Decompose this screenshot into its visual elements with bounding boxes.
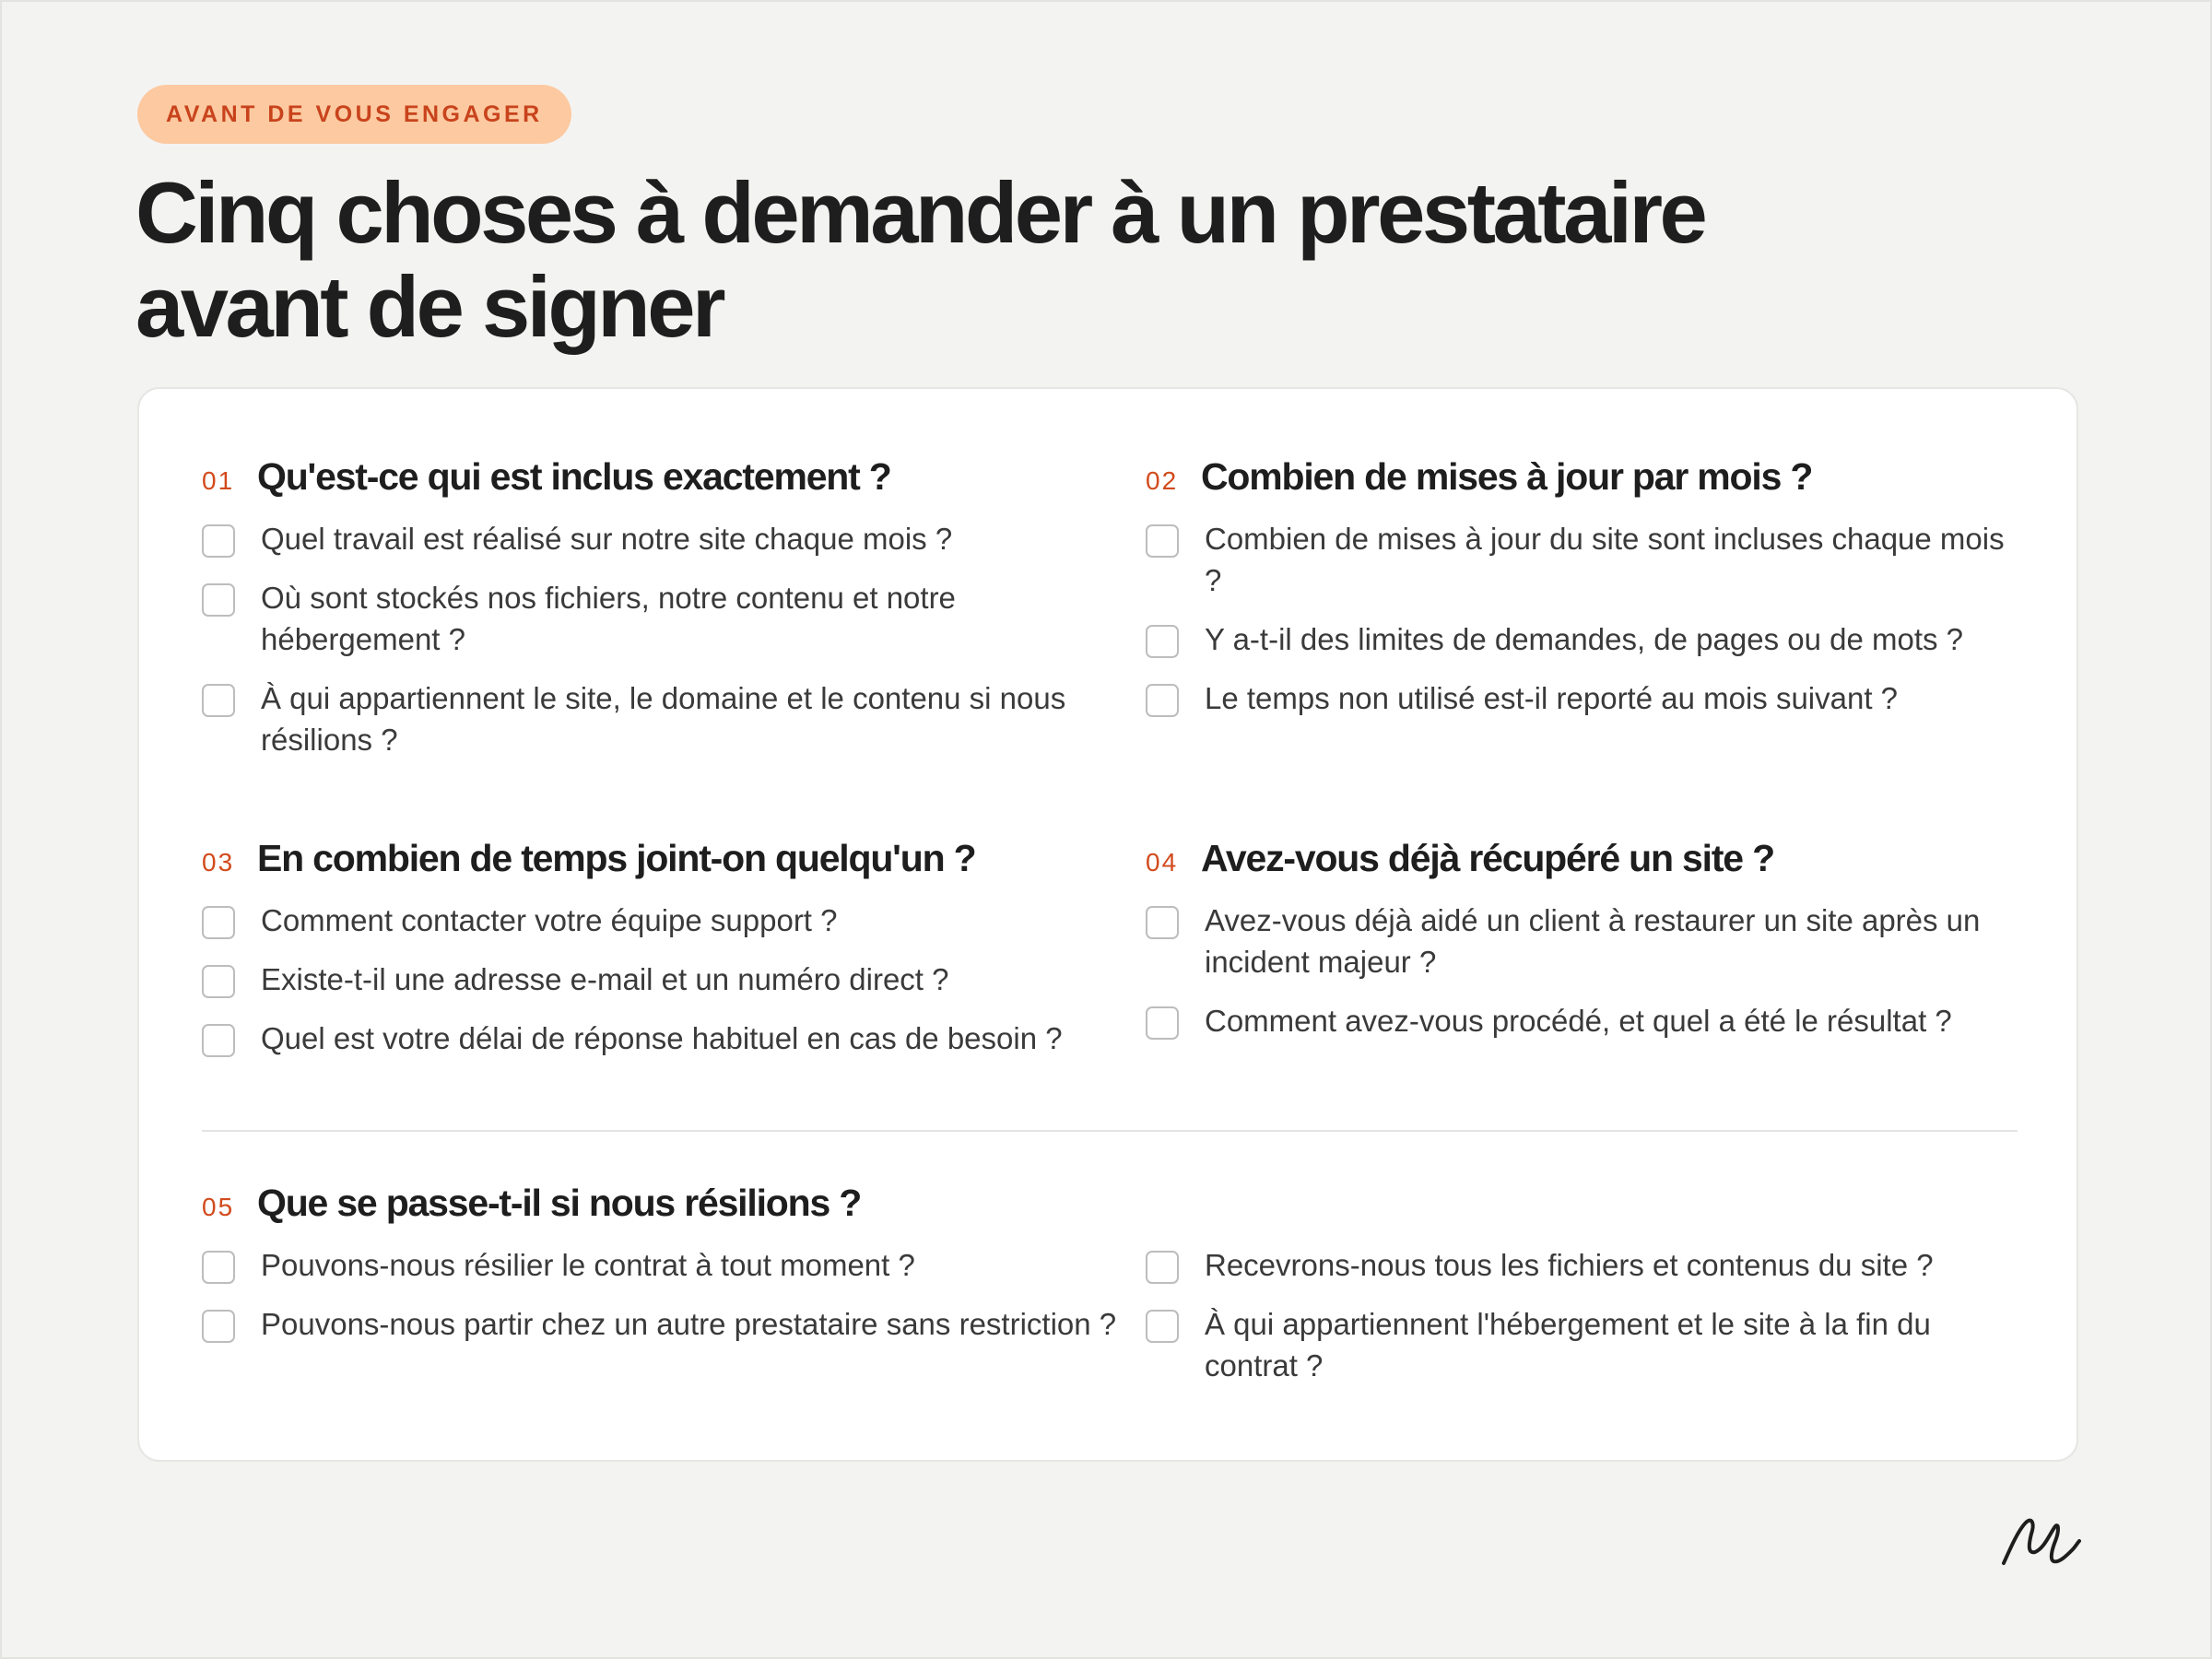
checkbox[interactable] — [202, 684, 235, 717]
checklist-item-text: Pouvons-nous partir chez un autre prestataire sans restriction ? — [261, 1307, 1117, 1341]
checkbox[interactable] — [202, 583, 235, 617]
section-title: Avez-vous déjà récupéré un site ? — [1201, 837, 1774, 879]
checklist-item — [202, 1303, 1133, 1345]
section-03 — [202, 835, 1133, 1077]
checkbox[interactable] — [1146, 1310, 1179, 1343]
section-title: Combien de mises à jour par mois ? — [1201, 455, 1813, 498]
checklist-item — [1146, 677, 2021, 719]
checklist-item-text: Existe-t-il une adresse e-mail et un numéro direct ? — [261, 962, 949, 996]
section-05 — [202, 1180, 2027, 1244]
checkbox[interactable] — [1146, 524, 1179, 558]
checklist-item-text: À qui appartiennent le site, le domaine et le contenu si nous résilions ? — [261, 681, 1066, 757]
checklist-item — [202, 900, 1133, 941]
checkbox[interactable] — [202, 1251, 235, 1284]
section-badge: AVANT DE VOUS ENGAGER — [137, 85, 571, 144]
section-number: 01 — [202, 466, 235, 495]
checklist-item — [202, 1244, 1133, 1286]
section-01 — [202, 453, 1133, 778]
checkbox[interactable] — [202, 965, 235, 998]
checklist-item-text: Comment avez-vous procédé, et quel a été le résultat ? — [1205, 1004, 1952, 1038]
checklist-item-text: Quel est votre délai de réponse habituel en cas de besoin ? — [261, 1021, 1063, 1055]
checklist-item-text: Quel travail est réalisé sur notre site chaque mois ? — [261, 522, 953, 556]
checklist-item-text: Avez-vous déjà aidé un client à restaurer un site après un incident majeur ? — [1205, 903, 1981, 979]
checkbox[interactable] — [202, 1024, 235, 1057]
checklist-item — [202, 518, 1133, 559]
checkbox[interactable] — [202, 524, 235, 558]
checklist-item-text: Y a-t-il des limites de demandes, de pages ou de mots ? — [1205, 622, 1964, 656]
section-05-right-list — [1146, 1244, 2021, 1404]
checklist-item — [1146, 1244, 2021, 1286]
checklist-item-text: Pouvons-nous résilier le contrat à tout moment ? — [261, 1248, 915, 1282]
checkbox[interactable] — [202, 906, 235, 939]
page-title: Cinq choses à demander à un prestataire avant de signer — [135, 164, 1705, 355]
checklist-item-text: Le temps non utilisé est-il reporté au mois suivant ? — [1205, 681, 1899, 715]
checkbox[interactable] — [1146, 906, 1179, 939]
checklist-item — [202, 1018, 1133, 1059]
section-number: 03 — [202, 848, 235, 877]
section-title: Que se passe-t-il si nous résilions ? — [257, 1182, 862, 1224]
section-number: 05 — [202, 1193, 235, 1221]
checkbox[interactable] — [1146, 1251, 1179, 1284]
checklist-item-text: Où sont stockés nos fichiers, notre contenu et notre hébergement ? — [261, 581, 956, 656]
checklist-item — [202, 959, 1133, 1000]
checkbox[interactable] — [1146, 684, 1179, 717]
signature-logo-icon — [1998, 1510, 2081, 1569]
checklist-item — [202, 677, 1133, 760]
checklist-item-text: Recevrons-nous tous les fichiers et contenus du site ? — [1205, 1248, 1934, 1282]
section-title: En combien de temps joint-on quelqu'un ? — [257, 837, 976, 879]
checklist-item — [1146, 518, 2021, 601]
checklist-item — [1146, 1303, 2021, 1386]
checklist-item — [1146, 1000, 2021, 1041]
section-number: 02 — [1146, 466, 1179, 495]
section-04 — [1146, 835, 2021, 1059]
checkbox[interactable] — [1146, 1006, 1179, 1040]
section-divider — [202, 1130, 2018, 1132]
checklist-item-text: À qui appartiennent l'hébergement et le site à la fin du contrat ? — [1205, 1307, 1931, 1382]
checklist-item — [1146, 618, 2021, 660]
section-number: 04 — [1146, 848, 1179, 877]
section-title: Qu'est-ce qui est inclus exactement ? — [257, 455, 891, 498]
checklist-item-text: Comment contacter votre équipe support ? — [261, 903, 838, 937]
checklist-item — [1146, 900, 2021, 982]
checklist-item — [202, 577, 1133, 660]
checkbox[interactable] — [1146, 625, 1179, 658]
checklist-card — [137, 387, 2078, 1462]
checkbox[interactable] — [202, 1310, 235, 1343]
checklist-item-text: Combien de mises à jour du site sont incluses chaque mois ? — [1205, 522, 2005, 597]
section-02 — [1146, 453, 2021, 736]
section-05-left-list — [202, 1244, 1133, 1362]
